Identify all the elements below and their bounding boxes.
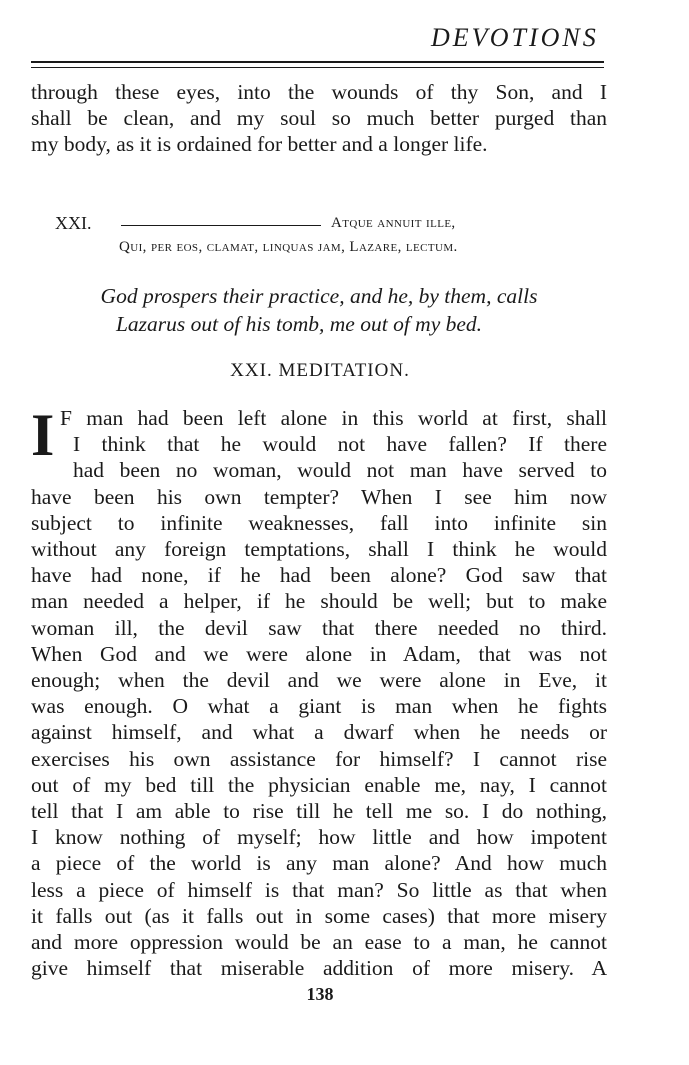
page-number: 138	[306, 984, 334, 1004]
meditation-heading: XXI. MEDITATION.	[230, 360, 410, 381]
text-line: When God and we were alone in Adam, that was not	[31, 641, 607, 666]
text-line: shall be clean, and my soul so much better purged than	[31, 106, 607, 131]
summary	[31, 282, 607, 338]
text-line: man needed a helper, if he should be well; but to make	[31, 589, 607, 614]
motto-line-1: Atque annuit ille,	[331, 215, 456, 231]
motto-number: XXI.	[55, 213, 92, 233]
text-line: and more oppression would be an ease to a man, he cannot	[31, 930, 607, 955]
header-rule-thin	[31, 67, 604, 68]
text-line: my body, as it is ordained for better and a longer life.	[31, 132, 488, 157]
intro-paragraph	[31, 79, 607, 158]
text-line: have been his own tempter? When I see him now	[31, 484, 607, 509]
motto-line-2: Qui, per eos, clamat, linquas jam, Lazare, lectum.	[119, 239, 458, 255]
text-line: was enough. O what a giant is man when he fights	[31, 694, 607, 719]
meditation-body	[31, 402, 607, 981]
text-line: exercises his own assistance for himself? I cannot rise	[31, 746, 607, 771]
summary-line: God prospers their practice, and he, by them, calls	[100, 284, 538, 308]
text-line: enough; when the devil and we were alone in Eve, it	[31, 668, 607, 693]
text-line: have had none, if he had been alone? God saw that	[31, 563, 607, 588]
text-line: less a piece of himself is that man? So little as that when	[31, 877, 607, 902]
text-line: F man had been left alone in this world at first, shall	[60, 406, 607, 430]
text-line: a piece of the world is any man alone? And how much	[31, 851, 607, 876]
running-head: DEVOTIONS	[431, 23, 599, 52]
text-line: I think that he would not have fallen? If there	[73, 432, 607, 457]
motto-dash	[121, 225, 321, 226]
text-line: give himself that miserable addition of more misery. A	[31, 956, 607, 981]
text-line: had been no woman, would not man have served to	[73, 458, 607, 483]
text-line: out of my bed till the physician enable me, nay, I cannot	[31, 772, 607, 797]
text-line: I know nothing of myself; how little and how impotent	[31, 825, 607, 850]
text-line: it falls out (as it falls out in some cases) that more misery	[31, 903, 607, 928]
dropcap: I	[31, 402, 55, 468]
text-line: subject to infinite weaknesses, fall into infinite sin	[31, 510, 607, 535]
text-line: woman ill, the devil saw that there needed no third.	[31, 615, 607, 640]
header-rule-thick	[31, 61, 604, 63]
text-line: without any foreign temptations, shall I think he would	[31, 537, 607, 562]
summary-line: Lazarus out of his tomb, me out of my bed.	[115, 312, 483, 336]
text-line: through these eyes, into the wounds of thy Son, and I	[31, 80, 607, 104]
text-line: against himself, and what a dwarf when he needs or	[31, 720, 607, 745]
text-line: tell that I am able to rise till he tell me so. I do nothing,	[31, 799, 607, 824]
